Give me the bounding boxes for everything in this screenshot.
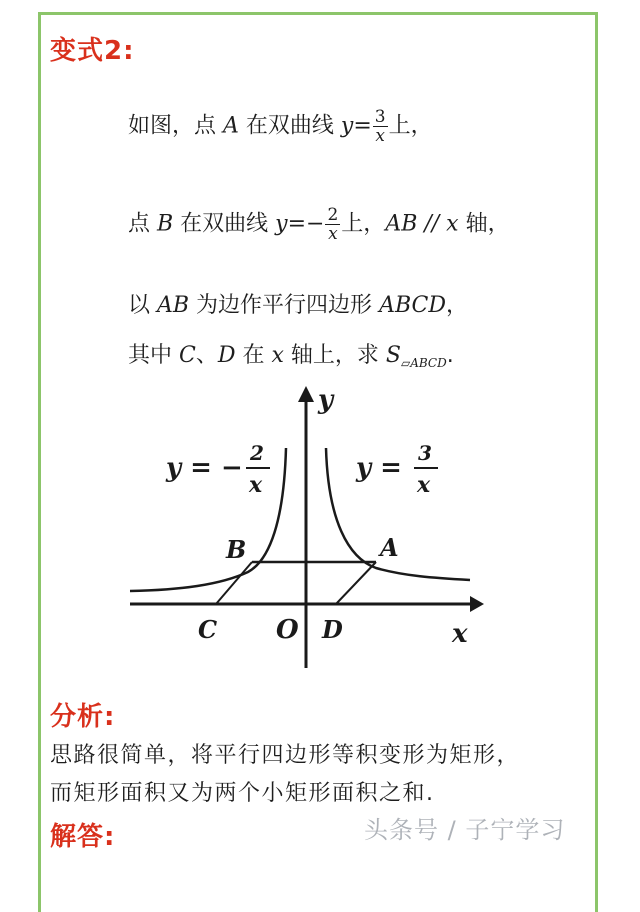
text: 以 (128, 293, 157, 318)
left-curve-numerator: 2 (250, 441, 264, 465)
right-curve-numerator: 3 (418, 441, 432, 465)
x-axis-label: x (452, 619, 468, 649)
y-axis-arrow-icon (298, 386, 314, 402)
variant-heading: 变式2: (50, 36, 135, 66)
denominator: x (328, 224, 338, 244)
left-curve-denominator: x (249, 472, 263, 498)
point-c-label: C (198, 615, 218, 644)
segment-ad-line (336, 562, 376, 604)
parallelogram-name: ABCD (379, 293, 446, 318)
text: 在 (235, 343, 272, 368)
axis-ref: x (271, 343, 284, 368)
y-axis-label: y (318, 385, 334, 415)
numerator: 3 (374, 107, 386, 127)
text: 如图，点 (128, 113, 223, 139)
text: 轴， (458, 211, 510, 237)
text: 点 (128, 211, 157, 237)
denominator: x (375, 126, 385, 146)
text: . (446, 343, 454, 368)
solution-heading: 解答: (50, 822, 116, 852)
text: 在双曲线 (173, 211, 276, 237)
text: 在双曲线 (238, 113, 341, 139)
segment-bc-line (216, 562, 252, 604)
right-curve-equation: y = (356, 453, 402, 483)
point-d-label: D (322, 615, 343, 644)
point-b-ref: B (157, 211, 174, 237)
area-symbol: S (385, 343, 401, 368)
point-b-label: B (226, 535, 247, 564)
point-c-ref: C (179, 343, 196, 368)
text: 为边作平行四边形 (189, 293, 380, 318)
numerator: 2 (327, 205, 339, 225)
right-curve-denominator: x (417, 472, 431, 498)
point-a-ref: A (223, 113, 239, 139)
text: 、 (195, 343, 218, 368)
equation-lhs: y= (340, 113, 372, 139)
analysis-heading: 分析: (50, 702, 116, 732)
analysis-line-1: 思路很简单，将平行四边形等积变形为矩形， (50, 743, 521, 768)
text: 轴上，求 (283, 343, 386, 368)
watermark: 头条号 / 子宁学习 (364, 816, 566, 844)
x-axis-arrow-icon (470, 596, 484, 612)
text: 上， (388, 113, 433, 139)
point-a-label: A (380, 533, 399, 562)
text: 上， (341, 211, 386, 237)
text: 其中 (128, 343, 179, 368)
parallel-condition: AB // x (385, 211, 459, 237)
text: ， (446, 293, 469, 318)
area-subscript: ▱ABCD (401, 356, 447, 370)
analysis-line-2: 而矩形面积又为两个小矩形面积之和. (50, 781, 435, 806)
left-curve-equation: y = − (166, 453, 243, 483)
segment-ab: AB (157, 293, 190, 318)
origin-label: O (276, 615, 299, 645)
point-d-ref: D (217, 343, 236, 368)
equation-lhs: y=− (275, 211, 325, 237)
